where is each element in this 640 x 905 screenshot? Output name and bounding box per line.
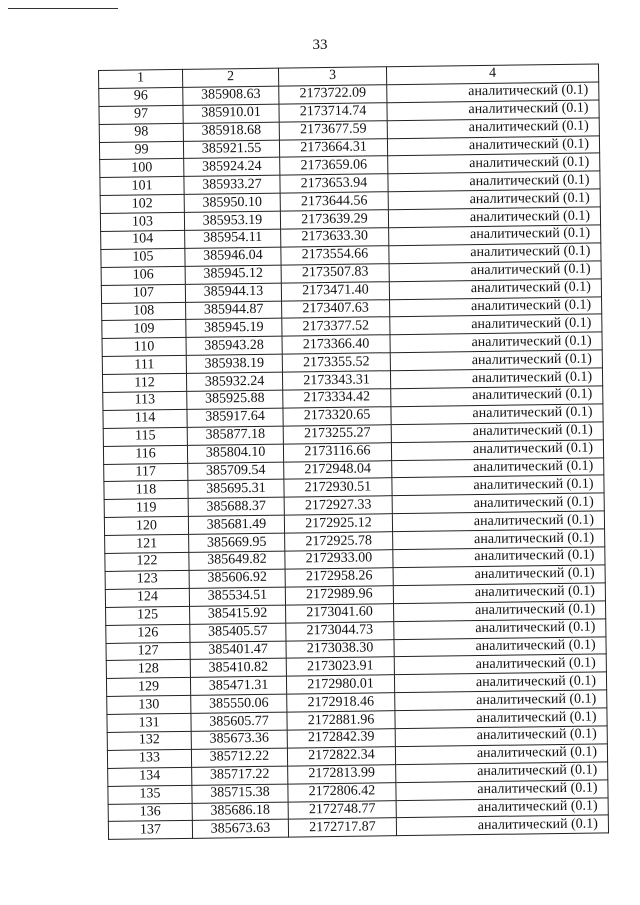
point-number-cell: 119: [104, 499, 188, 518]
y-coordinate-cell: 2172980.01: [286, 675, 394, 694]
point-number-cell: 132: [107, 731, 191, 750]
y-coordinate-cell: 2173343.31: [282, 371, 390, 390]
point-number-cell: 134: [108, 767, 192, 786]
method-cell: аналитический (0.1): [388, 189, 600, 210]
x-coordinate-cell: 385925.88: [187, 390, 283, 409]
y-coordinate-cell: 2173507.83: [281, 264, 389, 283]
x-coordinate-cell: 385715.38: [192, 784, 288, 803]
point-number-cell: 98: [99, 123, 183, 142]
x-coordinate-cell: 385921.55: [183, 140, 279, 159]
x-coordinate-cell: 385950.10: [184, 193, 280, 212]
column-header-4: 4: [386, 64, 598, 85]
point-number-cell: 109: [102, 320, 186, 339]
table-body: [99, 82, 609, 840]
y-coordinate-cell: 2172927.33: [284, 496, 392, 515]
coordinates-table: [98, 63, 609, 840]
y-coordinate-cell: 2173023.91: [286, 657, 394, 676]
y-coordinate-cell: 2173116.66: [283, 442, 391, 461]
x-coordinate-cell: 385945.19: [186, 319, 282, 338]
method-cell: аналитический (0.1): [392, 511, 604, 532]
method-cell: аналитический (0.1): [387, 82, 599, 103]
y-coordinate-cell: 2172925.78: [285, 532, 393, 551]
method-cell: аналитический (0.1): [391, 422, 603, 443]
y-coordinate-cell: 2173677.59: [279, 120, 387, 139]
method-cell: аналитический (0.1): [390, 368, 602, 389]
point-number-cell: 120: [104, 517, 188, 536]
method-cell: аналитический (0.1): [396, 797, 608, 818]
method-cell: аналитический (0.1): [395, 726, 607, 747]
page-number: 33: [312, 37, 328, 53]
point-number-cell: 121: [105, 535, 189, 554]
method-cell: аналитический (0.1): [387, 136, 599, 157]
x-coordinate-cell: 385606.92: [189, 569, 285, 588]
y-coordinate-cell: 2172933.00: [285, 550, 393, 569]
method-cell: аналитический (0.1): [390, 332, 602, 353]
method-cell: аналитический (0.1): [391, 440, 603, 461]
y-coordinate-cell: 2173633.30: [281, 228, 389, 247]
y-coordinate-cell: 2173366.40: [282, 335, 390, 354]
y-coordinate-cell: 2172918.46: [287, 693, 395, 712]
method-cell: аналитический (0.1): [393, 529, 605, 550]
point-number-cell: 104: [101, 230, 185, 249]
x-coordinate-cell: 385550.06: [191, 694, 287, 713]
y-coordinate-cell: 2172842.39: [287, 729, 395, 748]
x-coordinate-cell: 385673.36: [191, 730, 287, 749]
point-number-cell: 128: [106, 660, 190, 679]
point-number-cell: 135: [108, 785, 192, 804]
method-cell: аналитический (0.1): [394, 654, 606, 675]
point-number-cell: 127: [106, 642, 190, 661]
x-coordinate-cell: 385954.11: [185, 229, 281, 248]
y-coordinate-cell: 2173664.31: [279, 138, 387, 157]
point-number-cell: 108: [102, 302, 186, 321]
method-cell: аналитический (0.1): [393, 583, 605, 604]
point-number-cell: 129: [106, 678, 190, 697]
method-cell: аналитический (0.1): [392, 458, 604, 479]
y-coordinate-cell: 2172717.87: [288, 818, 396, 837]
point-number-cell: 100: [100, 159, 184, 178]
y-coordinate-cell: 2173407.63: [282, 299, 390, 318]
method-cell: аналитический (0.1): [389, 243, 601, 264]
point-number-cell: 102: [100, 195, 184, 214]
point-number-cell: 123: [105, 570, 189, 589]
point-number-cell: 111: [102, 356, 186, 375]
x-coordinate-cell: 385938.19: [186, 354, 282, 373]
point-number-cell: 131: [107, 713, 191, 732]
method-cell: аналитический (0.1): [391, 404, 603, 425]
y-coordinate-cell: 2173639.29: [280, 210, 388, 229]
x-coordinate-cell: 385681.49: [188, 515, 284, 534]
point-number-cell: 118: [104, 481, 188, 500]
x-coordinate-cell: 385933.27: [184, 175, 280, 194]
x-coordinate-cell: 385686.18: [192, 802, 288, 821]
y-coordinate-cell: 2172925.12: [284, 514, 392, 533]
y-coordinate-cell: 2173377.52: [282, 317, 390, 336]
x-coordinate-cell: 385471.31: [190, 676, 286, 695]
point-number-cell: 126: [106, 624, 190, 643]
method-cell: аналитический (0.1): [390, 297, 602, 318]
y-coordinate-cell: 2173041.60: [286, 603, 394, 622]
method-cell: аналитический (0.1): [395, 744, 607, 765]
y-coordinate-cell: 2173554.66: [281, 246, 389, 265]
point-number-cell: 110: [102, 338, 186, 357]
point-number-cell: 124: [105, 588, 189, 607]
y-coordinate-cell: 2172748.77: [288, 800, 396, 819]
x-coordinate-cell: 385415.92: [190, 605, 286, 624]
method-cell: аналитический (0.1): [390, 350, 602, 371]
method-cell: аналитический (0.1): [390, 314, 602, 335]
y-coordinate-cell: 2173714.74: [279, 103, 387, 122]
x-coordinate-cell: 385410.82: [190, 658, 286, 677]
point-number-cell: 106: [101, 266, 185, 285]
point-number-cell: 114: [103, 409, 187, 428]
y-coordinate-cell: 2173255.27: [283, 425, 391, 444]
x-coordinate-cell: 385877.18: [187, 426, 283, 445]
point-number-cell: 112: [102, 374, 186, 393]
point-number-cell: 97: [99, 105, 183, 124]
y-coordinate-cell: 2173659.06: [280, 156, 388, 175]
point-number-cell: 130: [107, 696, 191, 715]
x-coordinate-cell: 385953.19: [184, 211, 280, 230]
y-coordinate-cell: 2173355.52: [282, 353, 390, 372]
y-coordinate-cell: 2172822.34: [287, 747, 395, 766]
point-number-cell: 107: [101, 284, 185, 303]
method-cell: аналитический (0.1): [393, 565, 605, 586]
y-coordinate-cell: 2172813.99: [288, 764, 396, 783]
point-number-cell: 99: [99, 141, 183, 160]
x-coordinate-cell: 385918.68: [183, 122, 279, 141]
point-number-cell: 133: [107, 749, 191, 768]
x-coordinate-cell: 385401.47: [190, 641, 286, 660]
point-number-cell: 136: [108, 803, 192, 822]
x-coordinate-cell: 385804.10: [187, 444, 283, 463]
column-header-1: 1: [99, 69, 183, 88]
y-coordinate-cell: 2173471.40: [281, 281, 389, 300]
method-cell: аналитический (0.1): [394, 619, 606, 640]
point-number-cell: 116: [103, 445, 187, 464]
point-number-cell: 96: [99, 87, 183, 106]
x-coordinate-cell: 385944.13: [185, 283, 281, 302]
x-coordinate-cell: 385534.51: [189, 587, 285, 606]
x-coordinate-cell: 385695.31: [188, 480, 284, 499]
method-cell: аналитический (0.1): [388, 171, 600, 192]
point-number-cell: 122: [105, 552, 189, 571]
point-number-cell: 103: [100, 213, 184, 232]
method-cell: аналитический (0.1): [391, 386, 603, 407]
x-coordinate-cell: 385717.22: [192, 766, 288, 785]
method-cell: аналитический (0.1): [396, 762, 608, 783]
y-coordinate-cell: 2172989.96: [285, 586, 393, 605]
point-number-cell: 113: [103, 391, 187, 410]
y-coordinate-cell: 2173038.30: [286, 639, 394, 658]
x-coordinate-cell: 385673.63: [192, 819, 288, 838]
method-cell: аналитический (0.1): [392, 493, 604, 514]
y-coordinate-cell: 2172930.51: [284, 478, 392, 497]
x-coordinate-cell: 385605.77: [191, 712, 287, 731]
method-cell: аналитический (0.1): [396, 815, 608, 836]
y-coordinate-cell: 2173722.09: [279, 85, 387, 104]
point-number-cell: 115: [103, 427, 187, 446]
x-coordinate-cell: 385709.54: [188, 462, 284, 481]
y-coordinate-cell: 2173653.94: [280, 174, 388, 193]
y-coordinate-cell: 2172958.26: [285, 568, 393, 587]
y-coordinate-cell: 2172948.04: [284, 460, 392, 479]
method-cell: аналитический (0.1): [394, 672, 606, 693]
point-number-cell: 101: [100, 177, 184, 196]
x-coordinate-cell: 385649.82: [189, 551, 285, 570]
x-coordinate-cell: 385688.37: [188, 497, 284, 516]
method-cell: аналитический (0.1): [395, 708, 607, 729]
x-coordinate-cell: 385908.63: [183, 86, 279, 105]
y-coordinate-cell: 2173044.73: [286, 621, 394, 640]
x-coordinate-cell: 385943.28: [186, 336, 282, 355]
x-coordinate-cell: 385405.57: [190, 623, 286, 642]
x-coordinate-cell: 385669.95: [189, 533, 285, 552]
y-coordinate-cell: 2173644.56: [280, 192, 388, 211]
point-number-cell: 125: [106, 606, 190, 625]
method-cell: аналитический (0.1): [389, 225, 601, 246]
top-rule: [8, 8, 118, 9]
x-coordinate-cell: 385712.22: [191, 748, 287, 767]
point-number-cell: 117: [104, 463, 188, 482]
x-coordinate-cell: 385924.24: [184, 158, 280, 177]
point-number-cell: 105: [101, 248, 185, 267]
column-header-2: 2: [182, 68, 278, 87]
x-coordinate-cell: 385946.04: [185, 247, 281, 266]
point-number-cell: 137: [108, 821, 192, 840]
method-cell: аналитический (0.1): [389, 261, 601, 282]
method-cell: аналитический (0.1): [393, 547, 605, 568]
method-cell: аналитический (0.1): [392, 475, 604, 496]
y-coordinate-cell: 2172881.96: [287, 711, 395, 730]
x-coordinate-cell: 385945.12: [185, 265, 281, 284]
y-coordinate-cell: 2172806.42: [288, 782, 396, 801]
method-cell: аналитический (0.1): [389, 279, 601, 300]
method-cell: аналитический (0.1): [387, 118, 599, 139]
y-coordinate-cell: 2173334.42: [283, 389, 391, 408]
method-cell: аналитический (0.1): [388, 153, 600, 174]
x-coordinate-cell: 385944.87: [186, 301, 282, 320]
method-cell: аналитический (0.1): [394, 601, 606, 622]
method-cell: аналитический (0.1): [394, 636, 606, 657]
method-cell: аналитический (0.1): [388, 207, 600, 228]
y-coordinate-cell: 2173320.65: [283, 407, 391, 426]
x-coordinate-cell: 385932.24: [186, 372, 282, 391]
method-cell: аналитический (0.1): [387, 100, 599, 121]
column-header-3: 3: [278, 67, 386, 86]
method-cell: аналитический (0.1): [395, 690, 607, 711]
x-coordinate-cell: 385917.64: [187, 408, 283, 427]
method-cell: аналитический (0.1): [396, 780, 608, 801]
x-coordinate-cell: 385910.01: [183, 104, 279, 123]
